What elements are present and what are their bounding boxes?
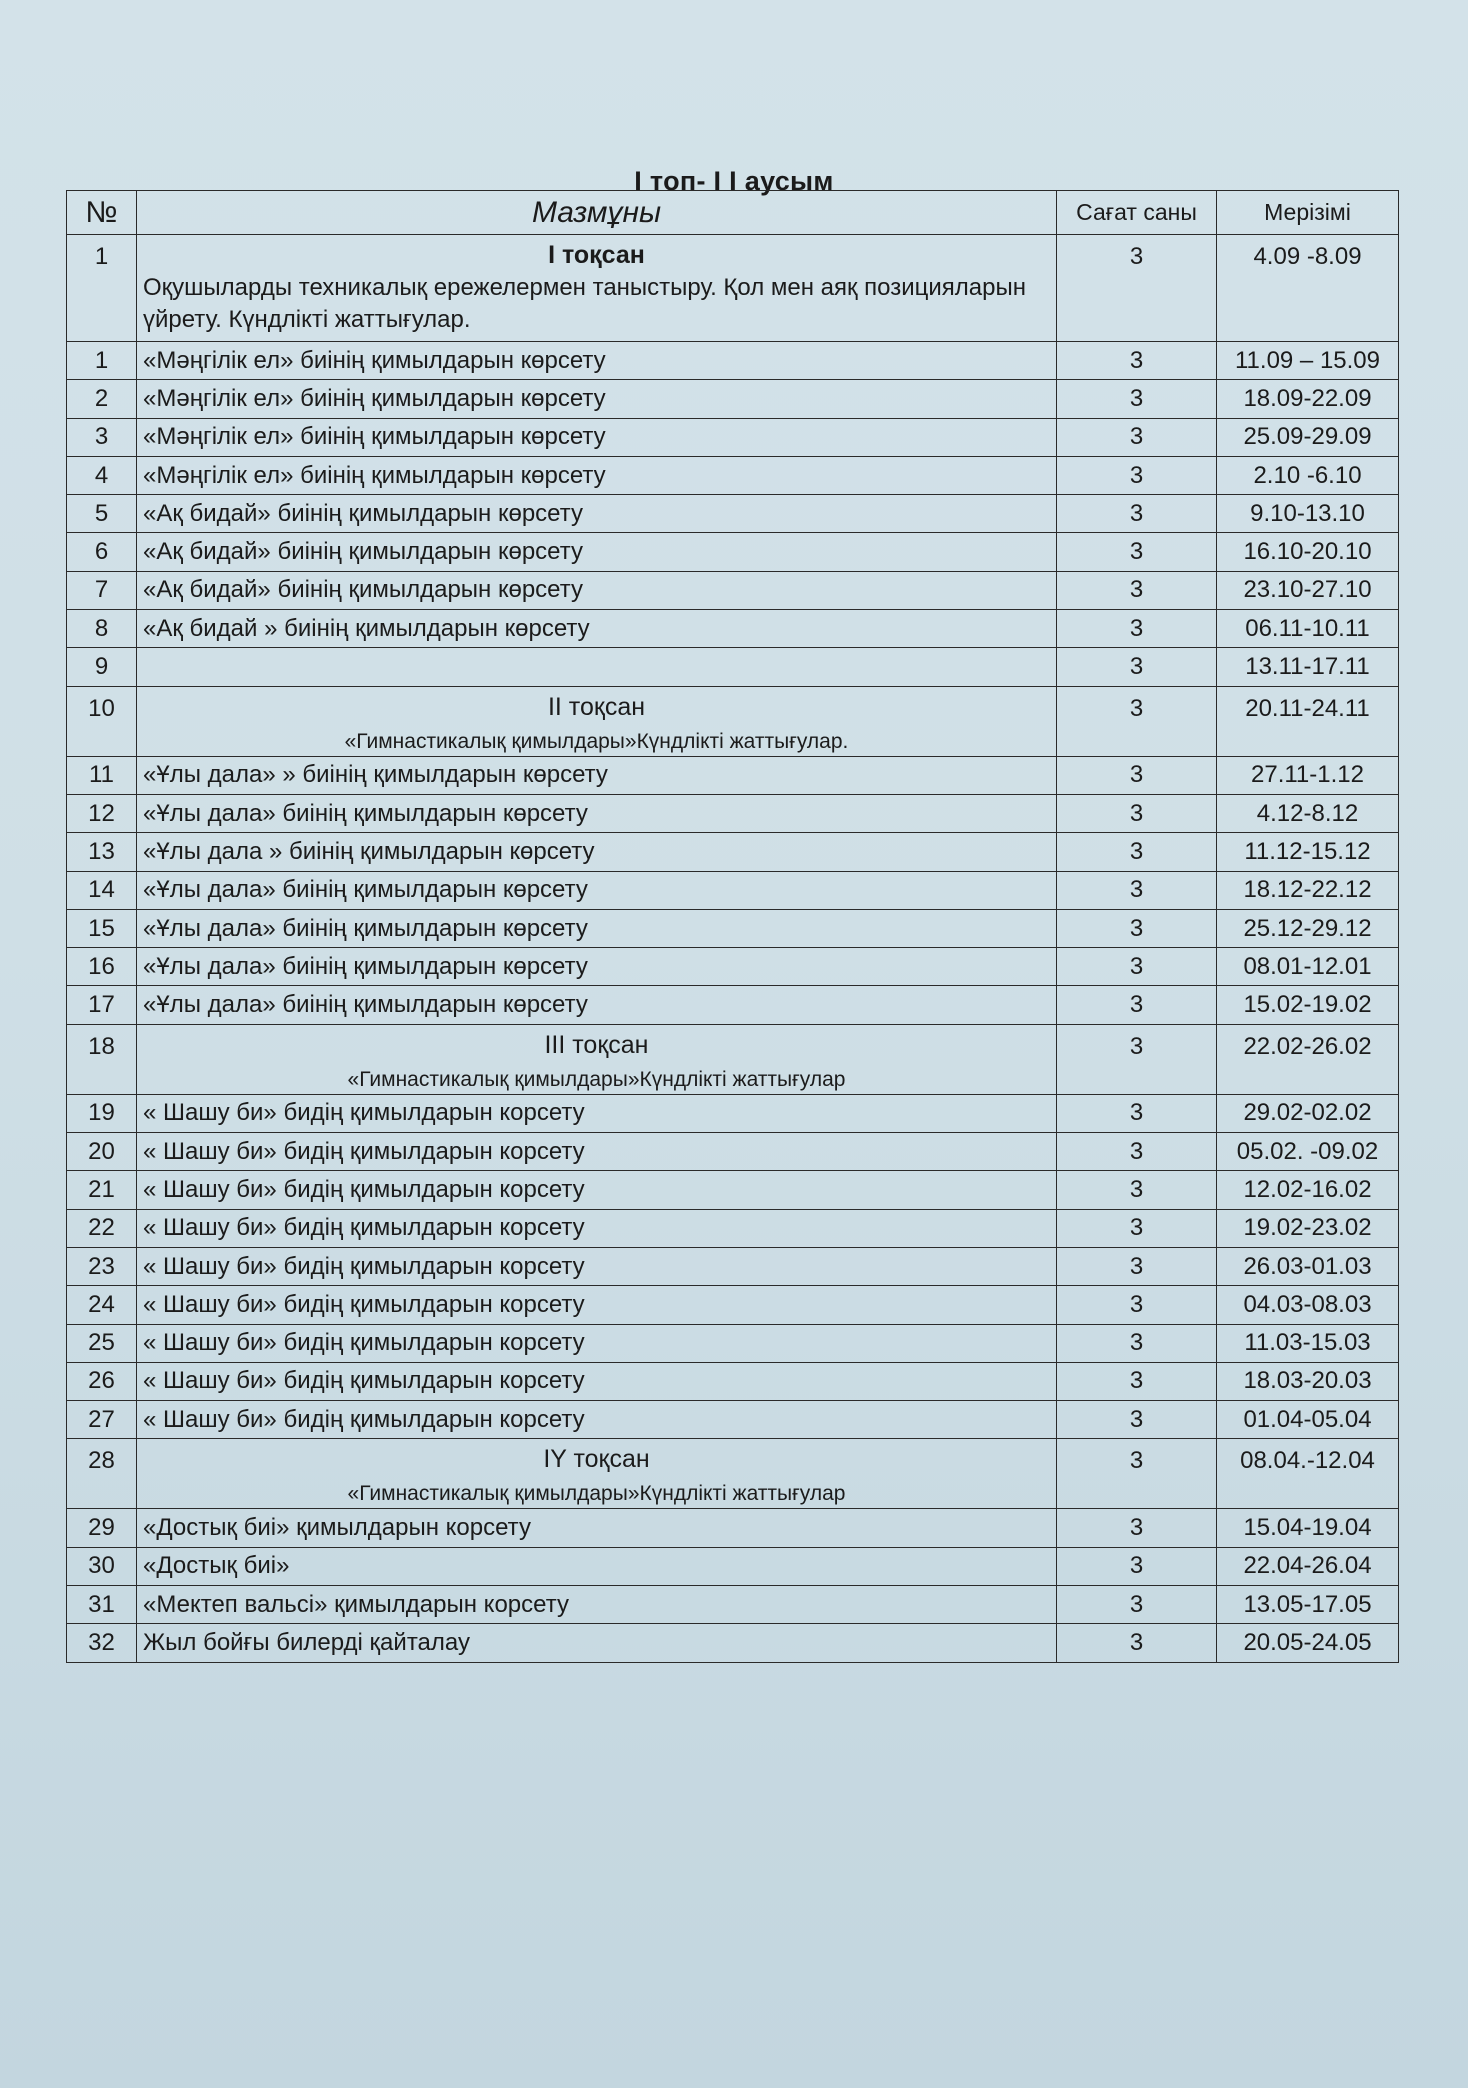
header-hours: Сағат саны (1057, 191, 1217, 235)
table-row (67, 648, 1399, 686)
row-content (137, 1439, 1057, 1509)
row-number: 31 (67, 1586, 137, 1624)
row-dates: 27.11-1.12 (1217, 756, 1399, 794)
row-number: 1 (67, 235, 137, 342)
row-content: « Шашу би» бидің қимылдарын корсету (137, 1171, 1057, 1209)
table-row (67, 610, 1399, 648)
row-hours: 3 (1057, 871, 1217, 909)
row-dates: 15.02-19.02 (1217, 986, 1399, 1024)
row-dates: 18.03-20.03 (1217, 1362, 1399, 1400)
table-row (67, 871, 1399, 909)
table-row (67, 1401, 1399, 1439)
row-content: « Шашу би» бидің қимылдарын корсету (137, 1209, 1057, 1247)
row-number: 14 (67, 871, 137, 909)
table-row (67, 794, 1399, 832)
table-row (67, 533, 1399, 571)
row-hours: 3 (1057, 1362, 1217, 1400)
header-dates: Мерізімі (1217, 191, 1399, 235)
section-heading: I тоқсан (548, 240, 645, 269)
row-dates: 19.02-23.02 (1217, 1209, 1399, 1247)
row-hours: 3 (1057, 686, 1217, 756)
row-hours: 3 (1057, 833, 1217, 871)
row-dates: 22.04-26.04 (1217, 1547, 1399, 1585)
row-content: «Ұлы дала» » биінің қимылдарын көрсету (137, 756, 1057, 794)
section-row (67, 686, 1399, 756)
row-hours: 3 (1057, 648, 1217, 686)
row-number: 12 (67, 794, 137, 832)
table-row (67, 1247, 1399, 1285)
row-dates: 08.04.-12.04 (1217, 1439, 1399, 1509)
row-content: « Шашу би» бидің қимылдарын корсету (137, 1324, 1057, 1362)
row-dates: 08.01-12.01 (1217, 948, 1399, 986)
row-number: 6 (67, 533, 137, 571)
row-hours: 3 (1057, 1624, 1217, 1662)
row-hours: 3 (1057, 1547, 1217, 1585)
row-dates: 26.03-01.03 (1217, 1247, 1399, 1285)
row-number: 30 (67, 1547, 137, 1585)
row-hours: 3 (1057, 756, 1217, 794)
row-hours: 3 (1057, 1324, 1217, 1362)
table-row (67, 1586, 1399, 1624)
row-number: 8 (67, 610, 137, 648)
row-dates: 4.12-8.12 (1217, 794, 1399, 832)
row-number: 9 (67, 648, 137, 686)
row-dates: 29.02-02.02 (1217, 1094, 1399, 1132)
table-row (67, 1324, 1399, 1362)
table-row (67, 1286, 1399, 1324)
row-dates: 11.03-15.03 (1217, 1324, 1399, 1362)
table-body (67, 235, 1399, 1663)
row-dates: 4.09 -8.09 (1217, 235, 1399, 342)
row-number: 18 (67, 1024, 137, 1094)
table-row (67, 1171, 1399, 1209)
row-dates: 11.09 – 15.09 (1217, 342, 1399, 380)
row-number: 2 (67, 380, 137, 418)
row-dates: 05.02. -09.02 (1217, 1133, 1399, 1171)
row-dates: 22.02-26.02 (1217, 1024, 1399, 1094)
row-dates: 9.10-13.10 (1217, 495, 1399, 533)
row-hours: 3 (1057, 909, 1217, 947)
row-number: 23 (67, 1247, 137, 1285)
row-number: 3 (67, 418, 137, 456)
row-number: 20 (67, 1133, 137, 1171)
row-hours: 3 (1057, 456, 1217, 494)
row-content: «Мәңгілік ел» биінің қимылдарын көрсету (137, 380, 1057, 418)
table-row (67, 909, 1399, 947)
row-content: « Шашу би» бидің қимылдарын корсету (137, 1286, 1057, 1324)
row-dates: 20.11-24.11 (1217, 686, 1399, 756)
row-dates: 01.04-05.04 (1217, 1401, 1399, 1439)
section-note: «Гимнастикалық қимылдары»Күндлікті жаттығулар (347, 1482, 846, 1506)
row-number: 16 (67, 948, 137, 986)
row-number: 24 (67, 1286, 137, 1324)
row-hours: 3 (1057, 794, 1217, 832)
table-row (67, 756, 1399, 794)
row-content: «Ұлы дала» биінің қимылдарын көрсету (137, 794, 1057, 832)
table-row (67, 833, 1399, 871)
row-hours: 3 (1057, 1247, 1217, 1285)
table-row (67, 948, 1399, 986)
row-content: « Шашу би» бидің қимылдарын корсету (137, 1401, 1057, 1439)
table-row (67, 1547, 1399, 1585)
row-hours: 3 (1057, 380, 1217, 418)
row-dates: 2.10 -6.10 (1217, 456, 1399, 494)
section-row (67, 1439, 1399, 1509)
row-hours: 3 (1057, 948, 1217, 986)
row-hours: 3 (1057, 1094, 1217, 1132)
section-row (67, 1024, 1399, 1094)
row-content: «Достық биі» (137, 1547, 1057, 1585)
row-dates: 11.12-15.12 (1217, 833, 1399, 871)
table-row (67, 1624, 1399, 1662)
section-heading: IY тоқсан (543, 1445, 650, 1474)
row-number: 5 (67, 495, 137, 533)
row-hours: 3 (1057, 1171, 1217, 1209)
row-number: 32 (67, 1624, 137, 1662)
row-dates: 15.04-19.04 (1217, 1509, 1399, 1547)
row-dates: 12.02-16.02 (1217, 1171, 1399, 1209)
row-content (137, 648, 1057, 686)
row-content: «Мектеп вальсі» қимылдарын корсету (137, 1586, 1057, 1624)
row-hours: 3 (1057, 1509, 1217, 1547)
table-row (67, 986, 1399, 1024)
row-dates: 23.10-27.10 (1217, 571, 1399, 609)
row-number: 10 (67, 686, 137, 756)
row-number: 19 (67, 1094, 137, 1132)
table-row (67, 495, 1399, 533)
row-dates: 06.11-10.11 (1217, 610, 1399, 648)
row-content: « Шашу би» бидің қимылдарын корсету (137, 1094, 1057, 1132)
row-number: 11 (67, 756, 137, 794)
row-content: «Ұлы дала» биінің қимылдарын көрсету (137, 909, 1057, 947)
row-hours: 3 (1057, 571, 1217, 609)
table-row (67, 418, 1399, 456)
row-content: «Ұлы дала» биінің қимылдарын көрсету (137, 986, 1057, 1024)
section-note: «Гимнастикалық қимылдары»Күндлікті жаттығулар (347, 1067, 846, 1091)
table-row (67, 1509, 1399, 1547)
table-row (67, 1362, 1399, 1400)
table-row (67, 1209, 1399, 1247)
row-number: 7 (67, 571, 137, 609)
row-content: «Мәңгілік ел» биінің қимылдарын көрсету (137, 342, 1057, 380)
header-content: Мазмұны (137, 191, 1057, 235)
row-dates: 25.09-29.09 (1217, 418, 1399, 456)
row-content: «Достық биі» қимылдарын корсету (137, 1509, 1057, 1547)
row-dates: 16.10-20.10 (1217, 533, 1399, 571)
row-hours: 3 (1057, 533, 1217, 571)
row-hours: 3 (1057, 235, 1217, 342)
row-hours: 3 (1057, 1401, 1217, 1439)
row-content: Жыл бойғы билерді қайталау (137, 1624, 1057, 1662)
row-number: 25 (67, 1324, 137, 1362)
section-description: Оқушыларды техникалық ережелермен таныстыру. Қол мен аяқ позицияларын үйрету. Күндлікті жаттығулар. (143, 273, 1027, 333)
row-hours: 3 (1057, 1024, 1217, 1094)
row-content: « Шашу би» бидің қимылдарын корсету (137, 1362, 1057, 1400)
row-content: « Шашу би» бидің қимылдарын корсету (137, 1247, 1057, 1285)
row-hours: 3 (1057, 1209, 1217, 1247)
row-dates: 04.03-08.03 (1217, 1286, 1399, 1324)
section-row (67, 235, 1399, 342)
row-content: «Ақ бидай» биінің қимылдарын көрсету (137, 571, 1057, 609)
row-number: 29 (67, 1509, 137, 1547)
row-content: «Ақ бидай» биінің қимылдарын көрсету (137, 533, 1057, 571)
row-number: 27 (67, 1401, 137, 1439)
table-header-row (67, 191, 1399, 235)
row-dates: 20.05-24.05 (1217, 1624, 1399, 1662)
schedule-table (66, 190, 1399, 1663)
section-note: «Гимнастикалық қимылдары»Күндлікті жаттығулар. (344, 729, 849, 753)
section-heading: II тоқсан (547, 692, 646, 721)
row-number: 26 (67, 1362, 137, 1400)
row-content: «Ұлы дала » биінің қимылдарын көрсету (137, 833, 1057, 871)
row-content: «Мәңгілік ел» биінің қимылдарын көрсету (137, 418, 1057, 456)
row-number: 1 (67, 342, 137, 380)
row-number: 13 (67, 833, 137, 871)
table-row (67, 456, 1399, 494)
row-hours: 3 (1057, 1286, 1217, 1324)
row-number: 17 (67, 986, 137, 1024)
row-content: «Ұлы дала» биінің қимылдарын көрсету (137, 871, 1057, 909)
row-hours: 3 (1057, 986, 1217, 1024)
row-dates: 18.12-22.12 (1217, 871, 1399, 909)
row-content (137, 1024, 1057, 1094)
row-number: 21 (67, 1171, 137, 1209)
row-number: 15 (67, 909, 137, 947)
row-hours: 3 (1057, 418, 1217, 456)
row-hours: 3 (1057, 1439, 1217, 1509)
row-content: «Ақ бидай» биінің қимылдарын көрсету (137, 495, 1057, 533)
table-row (67, 571, 1399, 609)
table-row (67, 1133, 1399, 1171)
row-dates: 25.12-29.12 (1217, 909, 1399, 947)
row-content: «Ақ бидай » биінің қимылдарын көрсету (137, 610, 1057, 648)
row-dates: 18.09-22.09 (1217, 380, 1399, 418)
document-title: I топ- I I аусым (634, 166, 834, 196)
row-number: 28 (67, 1439, 137, 1509)
row-hours: 3 (1057, 1133, 1217, 1171)
row-dates: 13.05-17.05 (1217, 1586, 1399, 1624)
table-row (67, 1094, 1399, 1132)
row-hours: 3 (1057, 342, 1217, 380)
table-row (67, 380, 1399, 418)
row-content (137, 686, 1057, 756)
row-number: 4 (67, 456, 137, 494)
section-heading: III тоқсан (544, 1030, 649, 1059)
table-row (67, 342, 1399, 380)
row-hours: 3 (1057, 610, 1217, 648)
header-number: № (67, 191, 137, 235)
row-number: 22 (67, 1209, 137, 1247)
row-dates: 13.11-17.11 (1217, 648, 1399, 686)
row-content: «Мәңгілік ел» биінің қимылдарын көрсету (137, 456, 1057, 494)
row-content (137, 235, 1057, 342)
row-content: «Ұлы дала» биінің қимылдарын көрсету (137, 948, 1057, 986)
row-content: « Шашу би» бидің қимылдарын корсету (137, 1133, 1057, 1171)
row-hours: 3 (1057, 1586, 1217, 1624)
row-hours: 3 (1057, 495, 1217, 533)
